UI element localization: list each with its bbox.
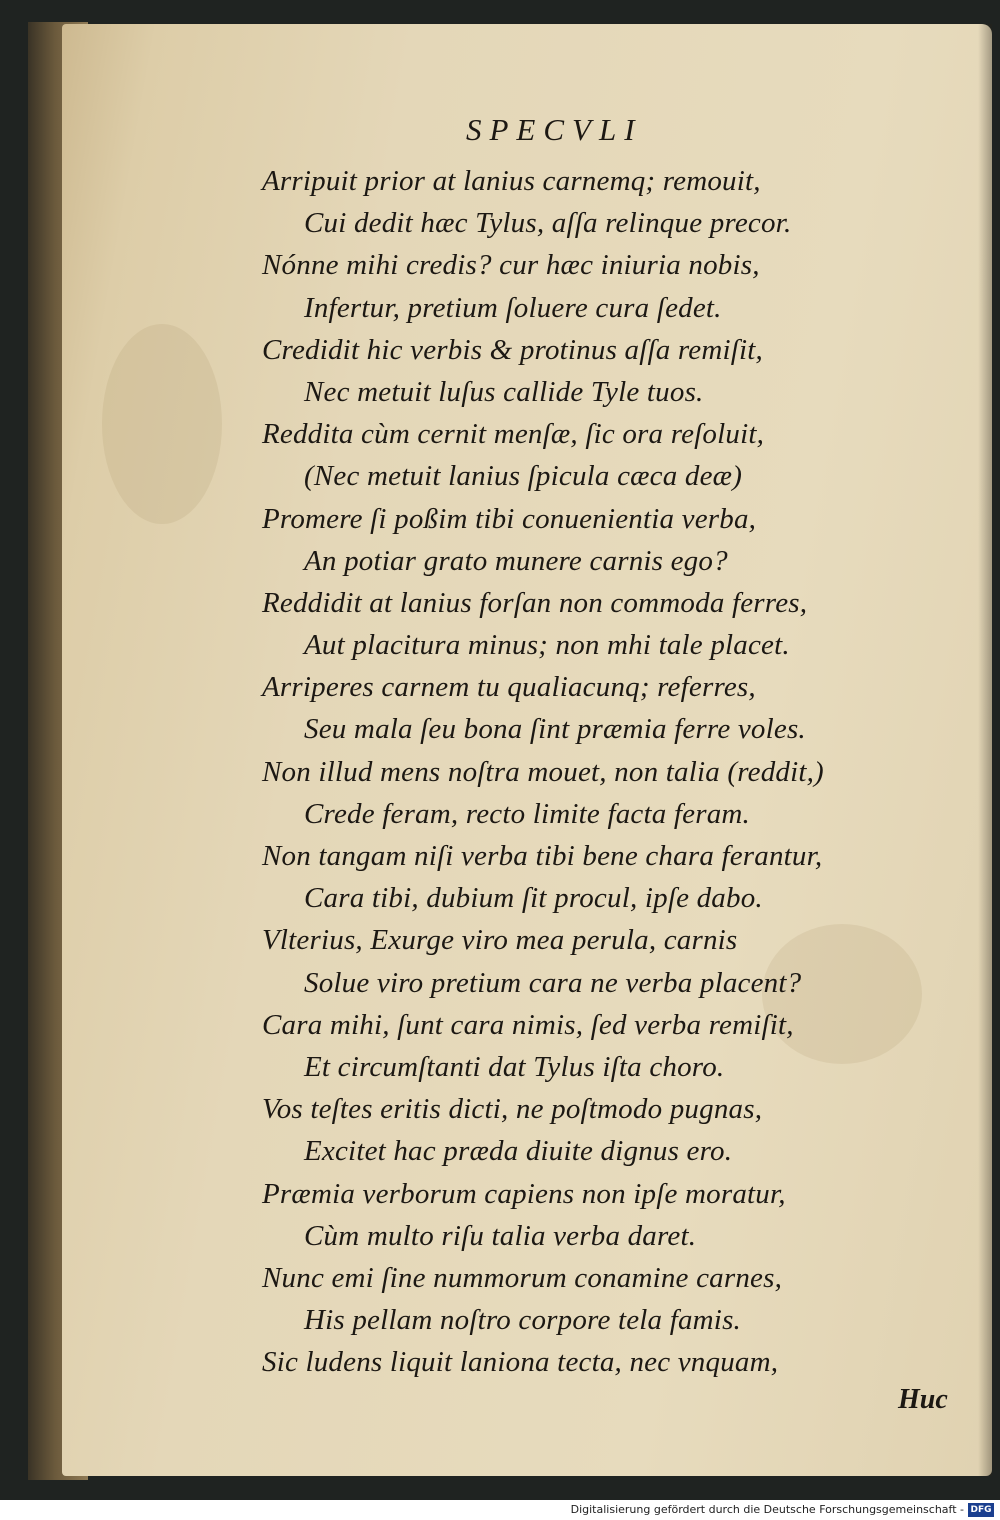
- verse-line: Crede feram, recto limite facta feram.: [304, 797, 750, 830]
- verse-line: Arriperes carnem tu qualiacunq; referres,: [262, 671, 756, 704]
- verse-line: Non tangam niſi verba tibi bene chara ferantur,: [262, 840, 823, 872]
- verse-line: Arripuit prior at lanius carnemq; remouit,: [262, 165, 761, 197]
- verse-line: Reddita cùm cernit menſæ, ſic ora reſoluit,: [262, 418, 765, 451]
- verse-line: Cara mihi, ſunt cara nimis, ſed verba remiſit,: [262, 1008, 794, 1041]
- verse-line: Vos teſtes eritis dicti, ne poſtmodo pugnas,: [262, 1093, 763, 1126]
- catchword: Huc: [898, 1384, 948, 1415]
- paper-stain: [102, 324, 222, 524]
- verse-line: Et circumſtanti dat Tylus iſta choro.: [304, 1050, 725, 1083]
- verse-line: Credidit hic verbis & protinus aſſa remiſit,: [262, 333, 763, 366]
- digitization-footer: [0, 1500, 1000, 1520]
- verse-line: Reddidit at lanius forſan non commoda ferres,: [262, 586, 808, 619]
- verse-line: Infertur, pretium ſoluere cura ſedet.: [304, 291, 722, 324]
- verse-line: Nunc emi ſine nummorum conamine carnes,: [262, 1261, 783, 1294]
- verse-line: Solue viro pretium cara ne verba placent?: [304, 966, 802, 999]
- footer-credit: Digitalisierung gefördert durch die Deutsche Forschungsgemeinschaft -: [570, 1503, 964, 1516]
- running-head: SPECVLI: [466, 112, 643, 147]
- verse-line: Vlterius, Exurge viro mea perula, carnis: [262, 924, 738, 957]
- verse-line: Nónne mihi credis? cur hæc iniuria nobis,: [262, 249, 760, 282]
- verse-line: Promere ſi poßim tibi conuenientia verba,: [262, 502, 757, 535]
- verse-line: (Nec metuit lanius ſpicula cæca deæ): [304, 460, 743, 493]
- verse-line: Cara tibi, dubium ſit procul, ipſe dabo.: [304, 882, 763, 915]
- verse-line: Præmia verborum capiens non ipſe moratur,: [262, 1177, 786, 1210]
- verse-line: His pellam noſtro corpore tela famis.: [304, 1304, 742, 1337]
- verse-block: [262, 160, 942, 1383]
- verse-line: Nec metuit luſus callide Tyle tuos.: [304, 375, 704, 408]
- verse-line: Sic ludens liquit laniona tecta, nec vnquam,: [262, 1346, 779, 1379]
- page-shadow-edge: [978, 24, 992, 1476]
- dfg-logo-icon: DFG: [968, 1503, 994, 1517]
- verse-line: Seu mala ſeu bona ſint præmia ferre voles.: [304, 713, 806, 746]
- verse-line: Aut placitura minus; non mhi tale placet.: [304, 629, 790, 662]
- verse-line: Cùm multo riſu talia verba daret.: [304, 1219, 697, 1252]
- verse-line: Excitet hac præda diuite dignus ero.: [304, 1135, 733, 1168]
- verse-line: Non illud mens noſtra mouet, non talia (reddit,): [262, 755, 824, 788]
- verse-line: An potiar grato munere carnis ego?: [304, 544, 728, 577]
- verse-line: Cui dedit hæc Tylus, aſſa relinque precor.: [304, 207, 792, 240]
